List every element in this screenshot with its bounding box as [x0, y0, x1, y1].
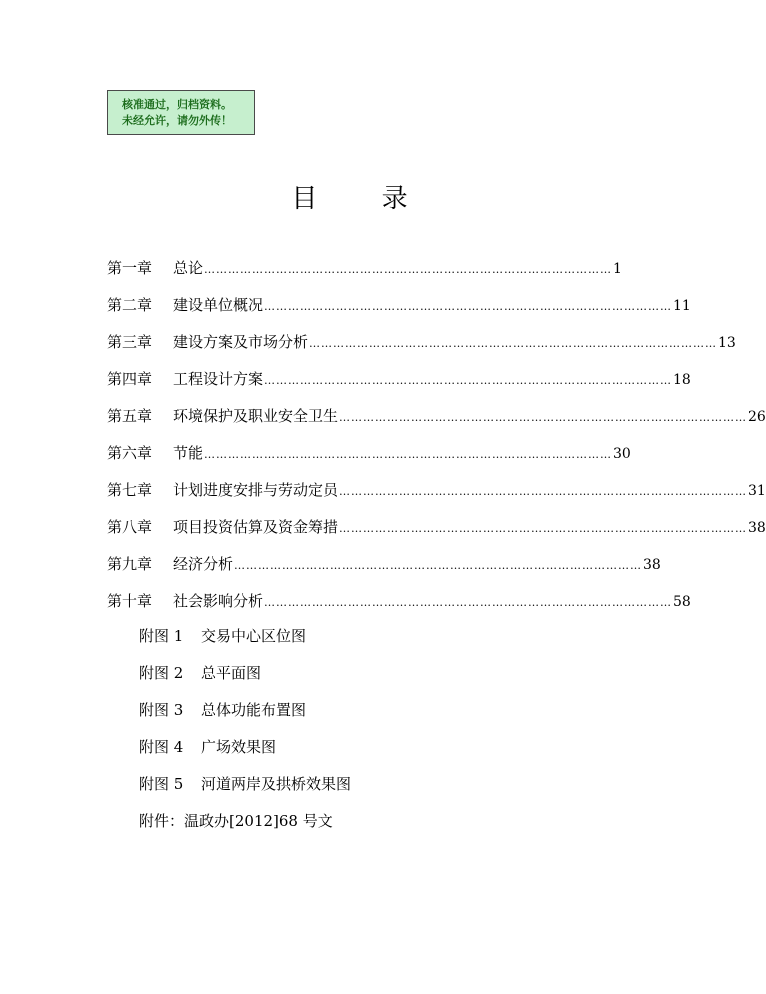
toc-chapter: 第二章 [107, 296, 153, 314]
table-of-contents [107, 257, 766, 627]
toc-page: 11 [673, 298, 691, 314]
toc-row[interactable] [107, 405, 766, 442]
toc-row[interactable] [107, 257, 622, 294]
toc-page: 26 [748, 409, 766, 425]
appendix-item[interactable] [139, 773, 351, 810]
toc-page: 13 [718, 335, 736, 351]
toc-row[interactable] [107, 553, 661, 590]
toc-chapter: 第四章 [107, 370, 153, 388]
toc-page: 30 [613, 446, 631, 462]
appendix-label: 附图 2 [139, 664, 184, 682]
toc-title: 建设单位概况 [173, 296, 264, 314]
toc-leader: ………………………………………………………………………………………… [204, 448, 613, 461]
toc-title: 建设方案及市场分析 [173, 333, 309, 351]
toc-chapter: 第十章 [107, 592, 153, 610]
appendix-title: 总体功能布置图 [201, 701, 307, 719]
toc-leader: ………………………………………………………………………………………… [264, 374, 673, 387]
appendix-label: 附图 5 [139, 775, 184, 793]
appendix-title: 广场效果图 [201, 738, 277, 756]
toc-page: 1 [613, 261, 622, 277]
appendix-item[interactable] [139, 662, 351, 699]
toc-chapter: 第六章 [107, 444, 153, 462]
toc-row[interactable] [107, 442, 631, 479]
notice-line-2: 未经允许，请勿外传！ [122, 114, 232, 127]
toc-title: 环境保护及职业安全卫生 [173, 407, 339, 425]
toc-leader: ………………………………………………………………………………………… [339, 522, 748, 535]
toc-leader: ………………………………………………………………………………………… [264, 300, 673, 313]
toc-page: 38 [748, 520, 766, 536]
toc-row[interactable] [107, 590, 691, 627]
appendix-list [139, 625, 351, 847]
toc-chapter: 第一章 [107, 259, 153, 277]
toc-leader: ………………………………………………………………………………………… [234, 559, 643, 572]
toc-title: 工程设计方案 [173, 370, 264, 388]
toc-chapter: 第五章 [107, 407, 153, 425]
toc-title: 总论 [173, 259, 204, 277]
toc-chapter: 第八章 [107, 518, 153, 536]
page-title: 目 录 [291, 184, 436, 214]
toc-chapter: 第七章 [107, 481, 153, 499]
toc-chapter: 第九章 [107, 555, 153, 573]
appendix-label: 附图 3 [139, 701, 184, 719]
appendix-title: 交易中心区位图 [201, 627, 307, 645]
appendix-item[interactable] [139, 625, 351, 662]
toc-page: 38 [643, 557, 661, 573]
toc-title: 社会影响分析 [173, 592, 264, 610]
toc-leader: ………………………………………………………………………………………… [264, 596, 673, 609]
appendix-label: 附图 4 [139, 738, 184, 756]
toc-title: 计划进度安排与劳动定员 [173, 481, 339, 499]
toc-row[interactable] [107, 479, 766, 516]
attachment-item[interactable]: 附件：温政办[2012]68 号文 [139, 812, 333, 830]
appendix-title: 总平面图 [201, 664, 262, 682]
toc-row[interactable] [107, 331, 736, 368]
toc-leader: ………………………………………………………………………………………… [204, 263, 613, 276]
toc-row[interactable] [107, 368, 691, 405]
toc-row[interactable] [107, 516, 766, 553]
approval-notice-box [107, 90, 255, 135]
toc-title: 节能 [173, 444, 204, 462]
toc-leader: ………………………………………………………………………………………… [339, 411, 748, 424]
toc-title: 项目投资估算及资金筹措 [173, 518, 339, 536]
toc-chapter: 第三章 [107, 333, 153, 351]
toc-row[interactable] [107, 294, 691, 331]
toc-title: 经济分析 [173, 555, 234, 573]
toc-leader: ………………………………………………………………………………………… [339, 485, 748, 498]
toc-page: 18 [673, 372, 691, 388]
appendix-label: 附图 1 [139, 627, 184, 645]
appendix-title: 河道两岸及拱桥效果图 [201, 775, 352, 793]
appendix-item[interactable] [139, 699, 351, 736]
toc-page: 58 [673, 594, 691, 610]
toc-leader: ………………………………………………………………………………………… [309, 337, 718, 350]
notice-line-1: 核准通过，归档资料。 [122, 98, 232, 111]
toc-page: 31 [748, 483, 766, 499]
appendix-item[interactable] [139, 736, 351, 773]
